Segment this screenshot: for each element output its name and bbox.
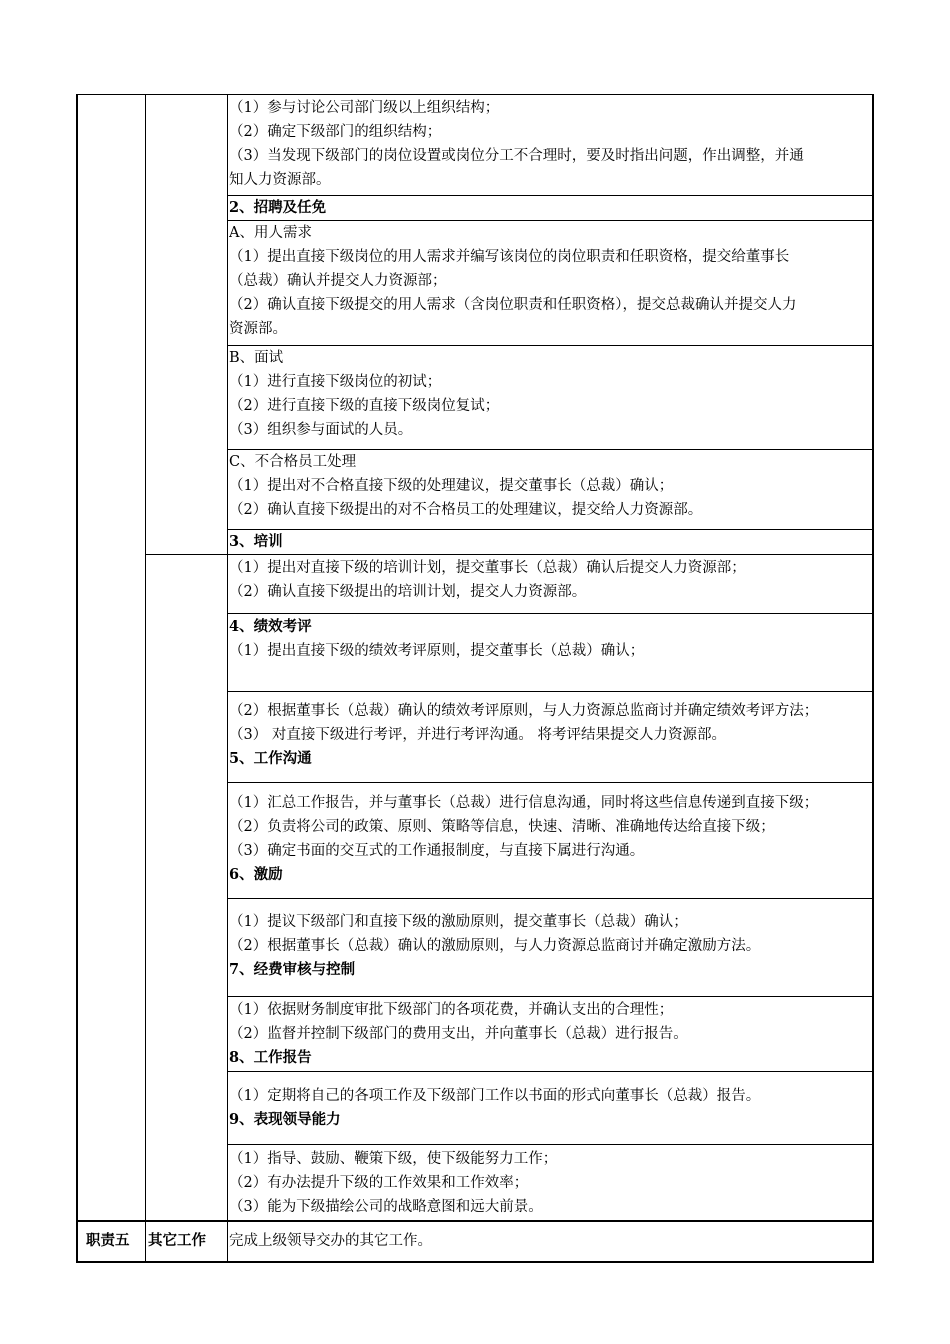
recruit-demand-line: （总裁）确认并提交人力资源部；: [229, 273, 447, 289]
duty5-text: 完成上级领导交办的其它工作。: [229, 1233, 432, 1249]
section-heading: 5、工作沟通: [229, 750, 312, 767]
performance-line: （2）根据董事长（总裁）确认的绩效考评原则，与人力资源总监商讨并确定绩效考评方法；: [229, 703, 819, 719]
row-divider: [227, 613, 873, 614]
section-heading: 3、培训: [229, 533, 283, 550]
interview-line: （2）进行直接下级的直接下级岗位复试；: [229, 398, 500, 414]
row-divider: [227, 1144, 873, 1145]
communication-line: （1）汇总工作报告，并与董事长（总裁）进行信息沟通，同时将这些信息传递到直接下级；: [229, 795, 819, 811]
recruit-demand-line: （1）提出直接下级岗位的用人需求并编写该岗位的岗位职责和任职资格，提交给董事长: [229, 249, 790, 265]
communication-block: [229, 791, 873, 887]
recruit-demand-block: [229, 221, 873, 341]
unqualified-line: （1）提出对不合格直接下级的处理建议，提交董事长（总裁）确认；: [229, 478, 674, 494]
row-divider: [227, 996, 873, 997]
incentive-block: [229, 910, 873, 982]
report-line: （1）定期将自己的各项工作及下级部门工作以书面的形式向董事长（总裁）报告。: [229, 1088, 761, 1104]
communication-line: （2）负责将公司的政策、原则、策略等信息，快速、清晰、准确地传达给直接下级；: [229, 819, 775, 835]
table-border-top: [76, 94, 874, 95]
performance-block: [229, 615, 873, 663]
interview-line: （1）进行直接下级岗位的初试；: [229, 374, 442, 390]
section-heading: 8、工作报告: [229, 1049, 312, 1066]
recruit-demand-line: 资源部。: [229, 321, 287, 337]
communication-line: （3）确定书面的交互式的工作通报制度，与直接下属进行沟通。: [229, 843, 645, 859]
training-line: （2）确认直接下级提出的培训计划，提交人力资源部。: [229, 584, 587, 600]
recruit-demand-line: （2）确认直接下级提交的用人需求（含岗位职责和任职资格），提交总裁确认并提交人力: [229, 297, 797, 313]
training-line: （1）提出对直接下级的培训计划，提交董事长（总裁）确认后提交人力资源部；: [229, 560, 746, 576]
row-divider: [227, 1071, 873, 1072]
interview-block: [229, 346, 873, 442]
row-divider: [227, 691, 873, 692]
org-line: （1）参与讨论公司部门级以上组织结构；: [229, 100, 500, 116]
subsection-title: B、面试: [229, 350, 284, 366]
leadership-line: （2）有办法提升下级的工作效果和工作效率；: [229, 1175, 529, 1191]
expense-line: （2）监督并控制下级部门的费用支出，并向董事长（总裁）进行报告。: [229, 1026, 688, 1042]
subsection-title: C、不合格员工处理: [229, 454, 357, 470]
duty5-name: 其它工作: [148, 1232, 206, 1249]
performance-line: （1）提出直接下级的绩效考评原则，提交董事长（总裁）确认；: [229, 643, 645, 659]
org-line: （2）确定下级部门的组织结构；: [229, 124, 442, 140]
training-block: [229, 556, 873, 604]
training-heading-row: [229, 530, 873, 554]
incentive-line: （2）根据董事长（总裁）确认的激励原则，与人力资源总监商讨并确定激励方法。: [229, 938, 761, 954]
org-line: 知人力资源部。: [229, 172, 331, 188]
org-structure-block: [229, 96, 873, 192]
expense-block: [229, 998, 873, 1070]
row-divider: [227, 782, 873, 783]
expense-line: （1）依据财务制度审批下级部门的各项花费，并确认支出的合理性；: [229, 1002, 674, 1018]
incentive-line: （1）提议下级部门和直接下级的激励原则，提交董事长（总裁）确认；: [229, 914, 688, 930]
row-divider: [227, 898, 873, 899]
recruit-heading-row: [229, 196, 873, 220]
section-heading: 9、表现领导能力: [229, 1111, 341, 1128]
table-border-col1: [145, 94, 146, 1263]
section-heading: 4、绩效考评: [229, 618, 312, 635]
duty5-label: 职责五: [86, 1232, 130, 1249]
leadership-block: [229, 1147, 873, 1219]
section-heading: 6、激励: [229, 866, 283, 883]
leadership-line: （1）指导、鼓励、鞭策下级，使下级能努力工作；: [229, 1151, 558, 1167]
row-divider: [76, 1220, 874, 1222]
interview-line: （3）组织参与面试的人员。: [229, 422, 413, 438]
performance-line: （3） 对直接下级进行考评，并进行考评沟通。 将考评结果提交人力资源部。: [229, 727, 726, 743]
unqualified-line: （2）确认直接下级提出的对不合格员工的处理建议，提交给人力资源部。: [229, 502, 703, 518]
unqualified-block: [229, 450, 873, 522]
leadership-line: （3）能为下级描绘公司的战略意图和远大前景。: [229, 1199, 543, 1215]
performance-block-2: [229, 699, 873, 771]
row-divider: [145, 554, 873, 555]
table-border-bottom: [76, 1261, 874, 1263]
org-line: （3）当发现下级部门的岗位设置或岗位分工不合理时，要及时指出问题，作出调整，并通: [229, 148, 804, 164]
section-heading: 7、经费审核与控制: [229, 961, 356, 978]
table-border-col2: [227, 94, 228, 1263]
subsection-title: A、用人需求: [229, 225, 312, 241]
section-heading: 2、招聘及任免: [229, 199, 327, 216]
report-block: [229, 1084, 873, 1132]
table-border-left: [76, 94, 78, 1263]
